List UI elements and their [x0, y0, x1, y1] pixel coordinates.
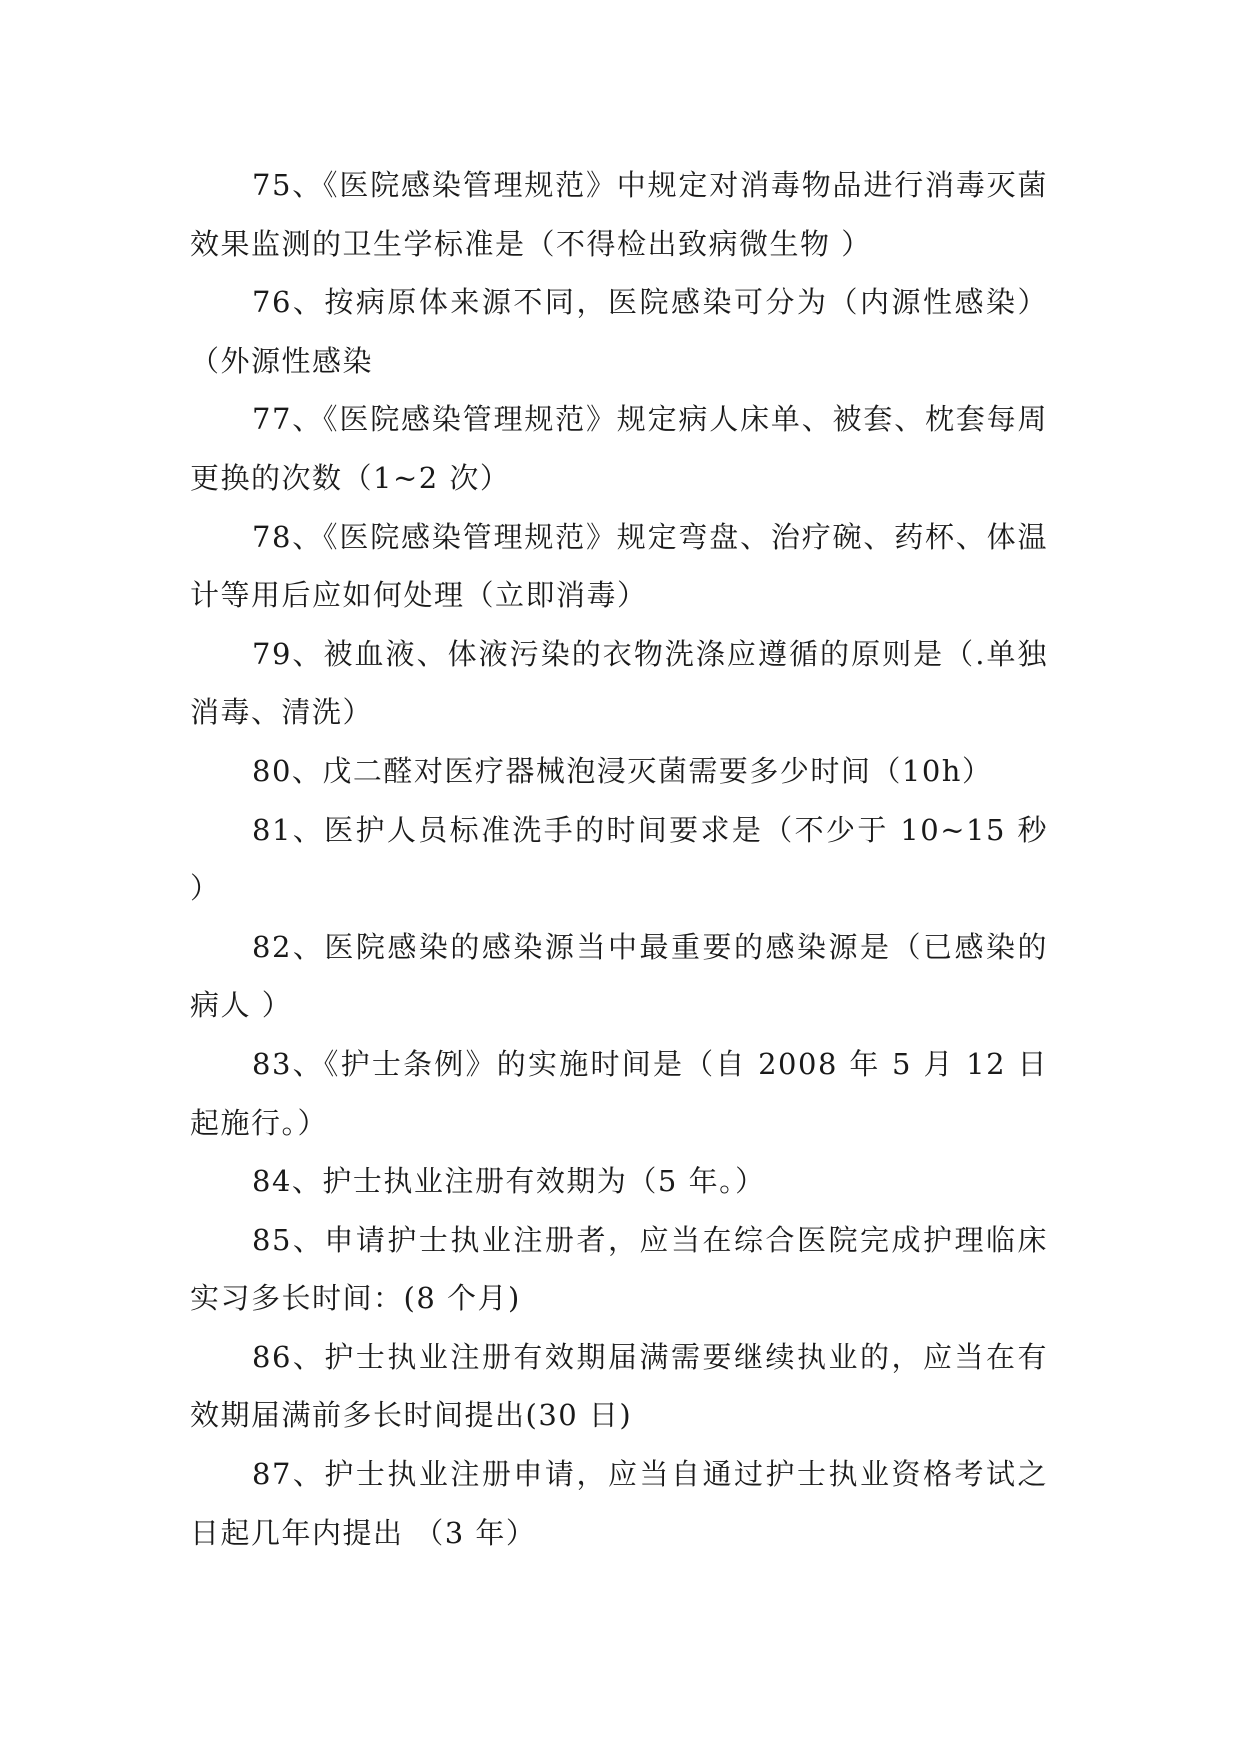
question-84: 84、护士执业注册有效期为（5 年。）: [252, 1164, 766, 1199]
question-77: 77、《医院感染管理规范》规定病人床单、被套、枕套每周更换的次数（1~2 次）: [190, 402, 1048, 495]
question-82: 82、医院感染的感染源当中最重要的感染源是（已感染的病人 ）: [190, 929, 1048, 1023]
question-80: 80、戊二醛对医疗器械泡浸灭菌需要多少时间（10h）: [252, 753, 993, 788]
question-83: 83、《护士条例》的实施时间是（自 2008 年 5 月 12 日起施行。）: [190, 1046, 1048, 1140]
question-81: 81、医护人员标准洗手的时间要求是（不少于 10~15 秒 ）: [190, 812, 1048, 906]
question-87: 87、护士执业注册申请，应当自通过护士执业资格考试之日起几年内提出 （3 年）: [190, 1457, 1048, 1550]
question-75: 75、《医院感染管理规范》中规定对消毒物品进行消毒灭菌效果监测的卫生学标准是（不得检出致病微生物 ）: [190, 168, 1048, 261]
question-76: 76、按病原体来源不同，医院感染可分为（内源性感染）（外源性感染: [190, 285, 1048, 378]
question-85: 85、申请护士执业注册者，应当在综合医院完成护理临床实习多长时间：(8 个月): [190, 1222, 1048, 1316]
question-78: 78、《医院感染管理规范》规定弯盘、治疗碗、药杯、体温计等用后应如何处理（立即消毒）: [190, 519, 1048, 613]
question-86: 86、护士执业注册有效期届满需要继续执业的，应当在有效期届满前多长时间提出(30 日): [190, 1339, 1048, 1433]
question-list: [190, 156, 1048, 1562]
question-79: 79、被血液、体液污染的衣物洗涤应遵循的原则是（.单独消毒、清洗）: [190, 636, 1048, 730]
